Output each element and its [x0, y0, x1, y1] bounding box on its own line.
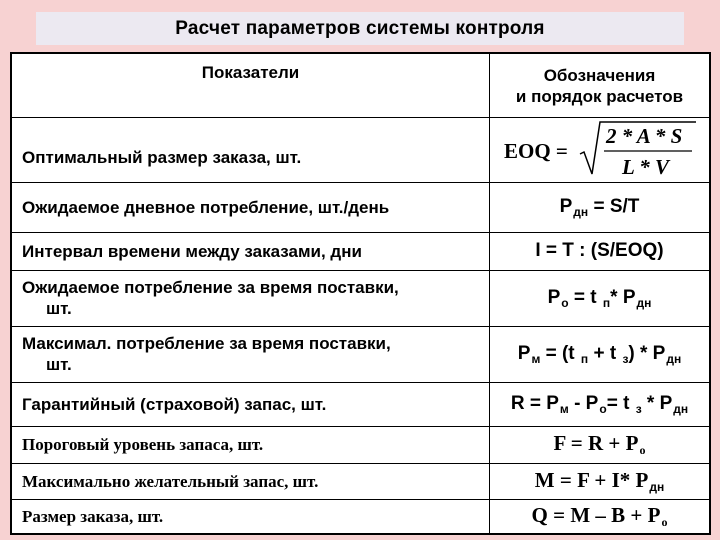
formula-subscript: м [559, 401, 569, 416]
table-row [12, 499, 709, 533]
row-label-text: Размер заказа, шт. [22, 506, 164, 526]
row-formula [490, 326, 709, 382]
formula-subscript: o [599, 401, 607, 416]
formula-subscript: п [580, 351, 589, 366]
eoq-lhs: EOQ = [503, 138, 568, 163]
formula-subscript: o [661, 514, 668, 529]
row-label [12, 463, 490, 499]
slide-title [36, 12, 684, 45]
formula-part: P [547, 286, 561, 308]
row-label [12, 426, 490, 463]
formula-part: ) * P [628, 342, 666, 364]
row-formula-text [548, 287, 652, 310]
formula-part: Q = M – B + P [531, 502, 661, 527]
formula-subscript: дн [673, 401, 689, 416]
row-formula-text [554, 431, 646, 458]
formula-subscript: o [639, 443, 646, 457]
row-formula-text [511, 393, 688, 416]
row-formula [490, 499, 709, 533]
formula-subscript: м [531, 351, 541, 366]
formula-part: = (t [540, 342, 580, 364]
formula-part: + t [588, 342, 622, 364]
row-formula [490, 426, 709, 463]
eoq-formula [490, 117, 709, 182]
table-row [12, 117, 709, 183]
formula-part: * P [641, 392, 673, 414]
formula-part: - P [568, 392, 599, 414]
row-label-line1: Ожидаемое потребление за время поставки, [22, 278, 399, 297]
row-formula [490, 270, 709, 326]
table-row [12, 382, 709, 427]
row-label [12, 499, 490, 533]
formula-subscript: дн [666, 351, 682, 366]
table-row [12, 326, 709, 383]
eoq-formula-graphic [500, 118, 700, 182]
row-label [12, 182, 490, 232]
formula-part: P [517, 342, 531, 364]
row-label-line1: Максимал. потребление за время поставки, [22, 334, 391, 353]
table-row [12, 426, 709, 464]
slide-title-text: Расчет параметров системы контроля [175, 17, 545, 39]
row-formula-text [560, 196, 640, 219]
row-formula [490, 382, 709, 426]
table-row [12, 182, 709, 233]
header-notation [490, 54, 709, 117]
table-row [12, 232, 709, 271]
formula-part: = t [606, 392, 635, 414]
formula-subscript: дн [573, 204, 589, 219]
row-label-text: Максимально желательный запас, шт. [22, 471, 319, 491]
header-notation-line2: и порядок расчетов [515, 86, 684, 106]
row-label-text: Оптимальный размер заказа, шт. [22, 148, 302, 167]
table-header-row [12, 54, 709, 118]
header-indicators [12, 54, 490, 117]
formula-subscript: п [602, 295, 611, 310]
formula-subscript: дн [636, 295, 652, 310]
table-row [12, 463, 709, 500]
row-label [12, 117, 490, 182]
row-formula-text [532, 503, 668, 530]
formula-part: P [559, 195, 573, 217]
row-formula [490, 232, 709, 270]
row-label-line2: шт. [46, 299, 72, 318]
row-label-text: Интервал времени между заказами, дни [22, 241, 362, 261]
formula-part: M = F + I* P [534, 468, 649, 492]
formula-part: * P [610, 286, 636, 308]
row-label [12, 382, 490, 426]
header-indicators-text: Показатели [201, 63, 300, 82]
row-formula [490, 182, 709, 232]
row-label-text [22, 333, 391, 375]
parameters-table [10, 52, 711, 535]
row-label [12, 232, 490, 270]
row-label-text: Ожидаемое дневное потребление, шт./день [22, 197, 390, 217]
formula-part: = t [568, 286, 602, 308]
eoq-denominator: L * V [621, 154, 669, 179]
header-notation-line1: Обозначения [543, 65, 656, 85]
formula-subscript: дн [649, 480, 665, 494]
eoq-numerator: 2 * A * S [605, 123, 682, 148]
row-label [12, 270, 490, 326]
row-label-line2: шт. [46, 355, 72, 374]
formula-subscript: o [561, 295, 569, 310]
row-formula-text [535, 468, 664, 494]
row-label-text [22, 277, 399, 319]
row-formula-text [518, 343, 681, 366]
formula-part: F = R + P [553, 431, 639, 455]
row-label-text: Гарантийный (страховой) запас, шт. [22, 394, 327, 414]
formula-subscript: з [622, 351, 629, 366]
formula-part: R = P [510, 392, 559, 414]
row-label-text: Пороговый уровень запаса, шт. [22, 435, 264, 454]
table-row [12, 270, 709, 327]
formula-subscript: з [635, 401, 642, 416]
row-formula [490, 463, 709, 499]
row-label [12, 326, 490, 382]
row-formula-text: I = T : (S/EOQ) [535, 240, 664, 261]
formula-part: = S/T [588, 195, 640, 217]
